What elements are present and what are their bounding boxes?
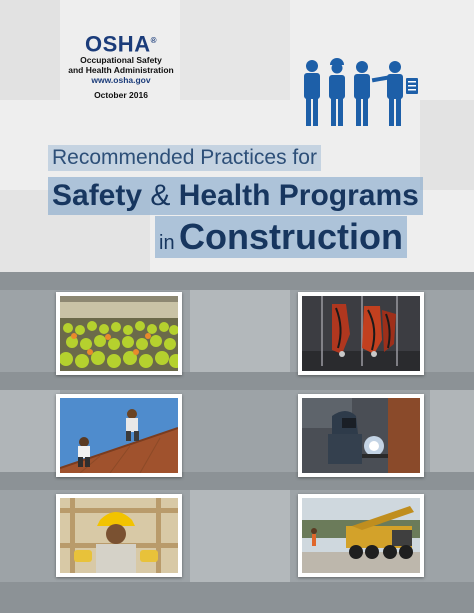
title-health-programs: Health Programs — [178, 179, 419, 212]
title-line-3 — [155, 216, 407, 258]
title-construction: Construction — [179, 216, 404, 257]
roofers-photo — [56, 394, 182, 477]
grid-band — [0, 582, 474, 613]
bg-tile — [0, 0, 60, 100]
osha-masthead — [56, 30, 186, 102]
grid-cell — [190, 290, 290, 372]
bg-tile — [420, 100, 474, 190]
workers-group-icon — [302, 58, 427, 128]
photo-grid — [0, 272, 474, 613]
grid-cell — [430, 390, 474, 472]
grid-band — [0, 272, 474, 290]
hardhat-worker-photo — [56, 494, 182, 577]
crane-truck-photo — [298, 494, 424, 577]
publication-date: October 2016 — [94, 90, 148, 101]
grid-cell — [0, 390, 60, 472]
title-safety: Safety — [52, 179, 143, 212]
agency-name-line1: Occupational Safety — [80, 55, 162, 66]
grid-cell — [190, 490, 290, 582]
title-line-1: Recommended Practices for — [48, 145, 321, 171]
title-in: in — [159, 232, 175, 254]
title-line-2 — [48, 177, 423, 215]
cover-top — [0, 0, 474, 272]
welder-photo — [298, 394, 424, 477]
crowd-workers-photo — [56, 292, 182, 375]
bg-tile — [180, 0, 290, 100]
agency-name-line2: and Health Administration — [68, 65, 174, 76]
agency-url: www.osha.gov — [91, 75, 151, 86]
osha-logo: OSHA® — [85, 31, 157, 57]
title-ampersand: & — [150, 179, 171, 212]
safety-harness-photo — [298, 292, 424, 375]
